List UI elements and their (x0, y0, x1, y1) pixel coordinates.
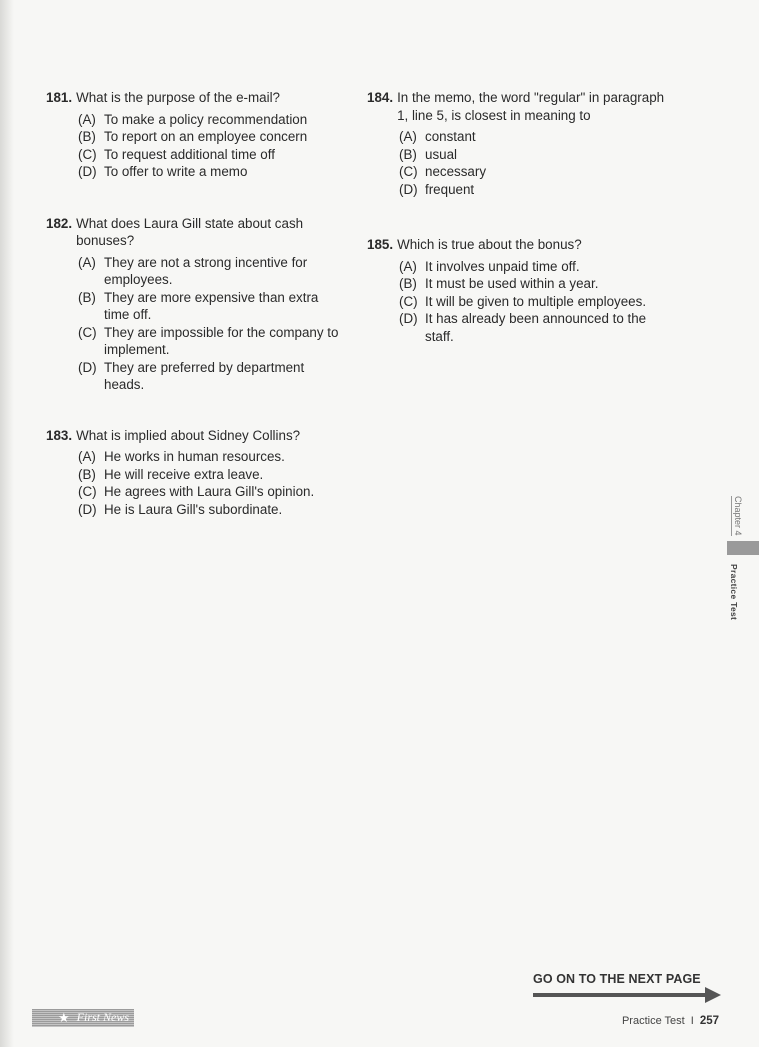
chapter-side-tab (727, 492, 759, 622)
answer-option-b[interactable] (399, 275, 667, 293)
answer-option-a[interactable] (399, 258, 667, 276)
answer-option-d[interactable] (78, 501, 346, 519)
option-letter: (D) (399, 181, 418, 197)
option-letter: (A) (78, 449, 96, 464)
option-text: necessary (425, 164, 487, 179)
option-text: They are impossible for the company to implement. (104, 324, 339, 357)
question-text: In the memo, the word "regular" in paragraph 1, line 5, is closest in meaning to (397, 90, 665, 123)
question-text: What is implied about Sidney Collins? (76, 427, 301, 443)
arrow-right-icon (533, 987, 721, 1003)
option-text: It will be given to multiple employees. (425, 293, 647, 309)
page-edge-shadow (0, 0, 14, 1047)
answer-option-d[interactable] (399, 310, 667, 345)
footer-section-name: Practice Test (621, 1015, 685, 1027)
publisher-logo (32, 1009, 134, 1027)
question-text: Which is true about the bonus? (397, 237, 582, 252)
option-text: They are more expensive than extra time off. (104, 289, 319, 322)
option-text: usual (425, 146, 458, 162)
option-text: He works in human resources. (104, 449, 285, 464)
answer-option-b[interactable] (78, 466, 346, 484)
answer-options (78, 448, 346, 518)
question-text: What is the purpose of the e-mail? (76, 90, 281, 105)
option-letter: (B) (399, 276, 417, 291)
option-text: frequent (425, 181, 475, 197)
option-letter: (A) (399, 129, 417, 144)
option-letter: (A) (78, 254, 96, 270)
question-185 (367, 236, 667, 345)
question-182 (46, 215, 346, 394)
option-letter: (C) (78, 146, 97, 162)
option-letter: (B) (78, 466, 96, 482)
section-label: Practice Test (729, 564, 739, 621)
option-letter: (D) (78, 164, 97, 179)
answer-option-a[interactable] (399, 128, 667, 146)
option-letter: (D) (78, 501, 97, 517)
question-number: 183. (46, 427, 73, 443)
option-text: They are not a strong incentive for employees. (104, 254, 308, 287)
answer-option-c[interactable] (399, 293, 667, 311)
option-letter: (C) (78, 484, 97, 499)
option-letter: (B) (78, 129, 96, 144)
left-column (46, 89, 346, 518)
option-letter: (A) (78, 111, 96, 127)
answer-option-c[interactable] (78, 483, 346, 501)
question-number: 184. (367, 90, 394, 105)
chapter-tab-marker (727, 541, 759, 555)
option-text: To report on an employee concern (104, 129, 308, 144)
option-text: It has already been announced to the staff. (425, 311, 647, 344)
answer-option-d[interactable] (399, 181, 667, 199)
option-text: To offer to write a memo (104, 164, 248, 179)
answer-option-b[interactable] (78, 128, 346, 146)
option-text: To request additional time off (104, 146, 275, 162)
option-letter: (C) (78, 324, 97, 340)
question-number: 182. (46, 215, 73, 231)
answer-option-b[interactable] (399, 146, 667, 164)
next-page-label: GO ON TO THE NEXT PAGE (533, 972, 701, 986)
answer-options (399, 258, 667, 346)
option-letter: (C) (399, 164, 418, 179)
option-text: They are preferred by department heads. (104, 359, 305, 392)
right-column (367, 89, 667, 345)
chapter-label: Chapter 4 (733, 496, 743, 536)
answer-option-c[interactable] (399, 163, 667, 181)
answer-option-b[interactable] (78, 289, 346, 324)
option-text: He is Laura Gill's subordinate. (104, 501, 283, 517)
answer-option-a[interactable] (78, 254, 346, 289)
star-icon: ★ (58, 1010, 70, 1025)
question-184 (367, 89, 667, 198)
answer-options (399, 128, 667, 198)
question-181 (46, 89, 346, 181)
answer-options (78, 111, 346, 181)
option-text: He agrees with Laura Gill's opinion. (104, 484, 315, 499)
answer-option-c[interactable] (78, 324, 346, 359)
next-page-prompt[interactable] (533, 972, 723, 986)
question-183 (46, 427, 346, 519)
arrow-head (705, 987, 721, 1003)
publisher-logo-text: First News (76, 1010, 129, 1024)
answer-option-d[interactable] (78, 359, 346, 394)
answer-option-a[interactable] (78, 111, 346, 129)
option-text: To make a policy recommendation (104, 111, 308, 127)
option-text: It must be used within a year. (425, 276, 599, 291)
option-text: constant (425, 129, 476, 144)
question-number: 181. (46, 90, 73, 105)
option-letter: (B) (78, 289, 96, 305)
option-letter: (A) (399, 258, 417, 274)
option-letter: (B) (399, 146, 417, 162)
arrow-shaft (533, 993, 705, 997)
page-number: 257 (699, 1015, 719, 1027)
answer-option-a[interactable] (78, 448, 346, 466)
option-letter: (D) (399, 311, 418, 326)
option-letter: (D) (78, 359, 97, 375)
option-text: It involves unpaid time off. (425, 258, 580, 274)
page-footer (622, 1015, 719, 1027)
footer-separator: I (690, 1015, 694, 1027)
answer-options (78, 254, 346, 394)
question-number: 185. (367, 237, 394, 252)
option-letter: (C) (399, 293, 418, 309)
option-text: He will receive extra leave. (104, 466, 264, 482)
answer-option-c[interactable] (78, 146, 346, 164)
answer-option-d[interactable] (78, 163, 346, 181)
question-text: What does Laura Gill state about cash bonuses? (76, 215, 304, 248)
